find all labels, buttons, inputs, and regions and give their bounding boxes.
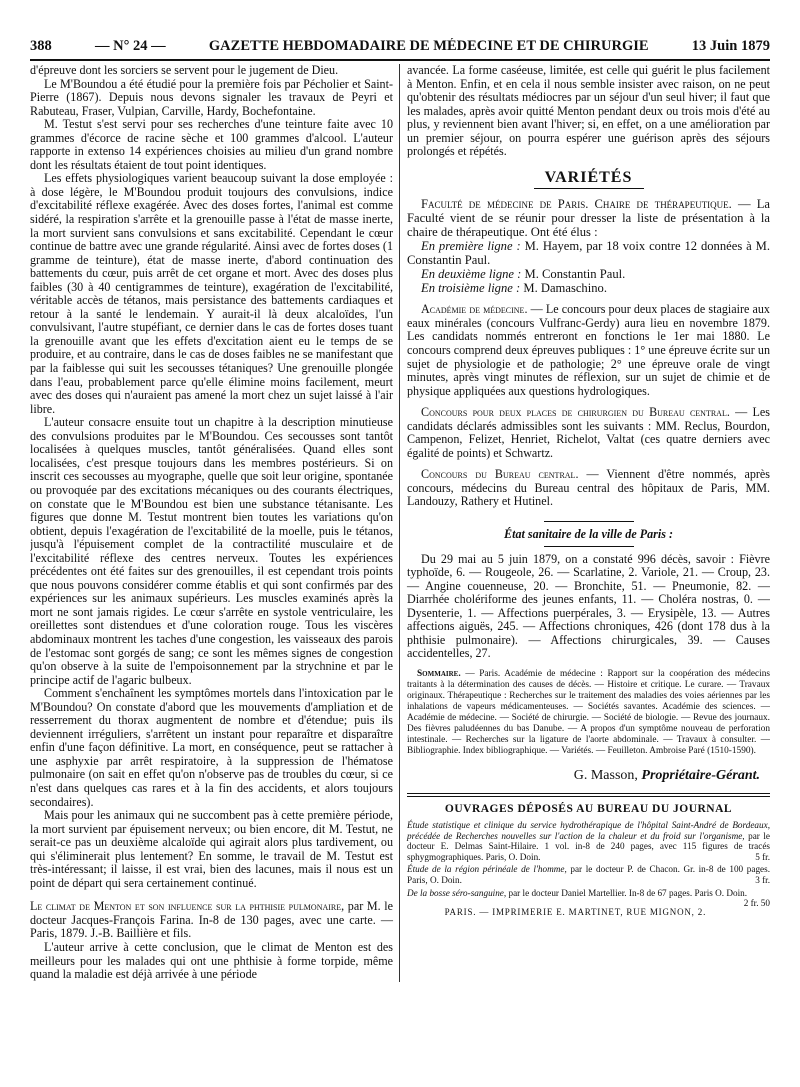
bureau-text: — Viennent d'être nommés, après concours, médecins du Bureau central des hôpitaux de Paris, MM. Landouzy, Rathery et Hutinel.	[407, 467, 770, 509]
menton-review-heading	[30, 900, 393, 941]
line3-label: En troisième ligne :	[421, 281, 521, 296]
paragraph: avancée. La forme caséeuse, limitée, est celle qui guérit le plus facilement à Menton. Enfin, et en cela il nous semble insister avec raison, on ne peut qu'obtenir des résultats médiocres par un séjour d'un seul hiver; il faut que les malades, après avoir quitté Menton pendant deux ou trois mois d'été au plus, y reviennent bien avant l'hiver; si, en effet, on a une amélioration par un premier séjour, on pourra espérer une guérison après des séjours prolongés et répétés.	[407, 63, 770, 159]
etat-sanitaire-heading: État sanitaire de la ville de Paris :	[504, 527, 673, 542]
menton-review-title: Le climat de Menton et son influence sur la phthisie pulmonaire,	[30, 899, 345, 914]
book-title: Étude de la région périnéale de l'homme,	[407, 864, 567, 875]
book-price: 3 fr.	[755, 875, 770, 886]
line1-text: M. Hayem, par 18 voix contre 12 données à M. Constantin Paul.	[407, 239, 770, 268]
left-column	[30, 64, 400, 982]
paragraph: Le M'Boundou a été étudié pour la première fois par Pécholier et Saint-Pierre (1867). Depuis nous devons signaler les travaux de Peyri et Rabuteau, Fraser, Vulpian, Carville, Hardy, Bochefontaine.	[30, 76, 393, 118]
faculte-lead: Faculté de médecine de Paris. Chaire de thérapeutique.	[421, 197, 732, 212]
chirurgien-notice	[407, 406, 770, 460]
academie-notice	[407, 303, 770, 398]
paragraph: L'auteur consacre ensuite tout un chapitre à la description minutieuse des convulsions produites par le M'Boundou. Ces secousses sont tantôt localisées à quelques muscles, tantôt généralisées. Quand elles sont localisées, c'est presque toujours dans les membres postérieurs. Si on inscrit ces secousses au myographe, quelle que soit leur origine, spontanée ou provoquée par des excitations mécaniques ou des courants électriques, on constate que le M'Boundou est bien une substance tétanisante. Les figures que donne M. Testut montrent bien toutes les variations qu'on obtient, depuis l'exagération de l'excitabilité de la moelle, puis le tétanos, jusqu'à l'épuisement complet de la contractilité musculaire et de l'excitabilité réflexe des centres nerveux. Toutes les expériences précédentes ont été faites sur des grenouilles, il est cependant trois points que nous pouvons considérer comme établis et qui sont confirmés par des expériences sur les animaux supérieurs. Les muscles examinés après la mort ne sont jamais rigides. Le cœur s'arrête en systole ventriculaire, les oreillettes sont distendues et d'une coloration rouge. Tous les viscères abdominaux montrent les taches d'une congestion, les vaisseaux des parois de l'estomac sont gorgés de sang; ce sont les mêmes signes de congestion qu'on observe à la suite de l'empoisonnement par la strychnine et par le principe actif de l'agaric bulbeux.	[30, 415, 393, 687]
page-number: 388	[30, 38, 52, 54]
line1-label: En première ligne :	[421, 239, 521, 254]
chir-lead: Concours pour deux places de chirurgien du Bureau central.	[421, 405, 730, 420]
academie-text: — Le concours pour deux places de stagiaire aux eaux minérales (concours Vulfranc-Gerdy) aura lieu en novembre 1879. Les candidats nommés entreront en fonctions le 1er mai 1880. Le concours comprend deux épreuves publiques : 1° une épreuve écrite sur un sujet de physiologie et de pathologie; 2° une épreuve orale de vingt minutes, après vingt minutes de réflexion, sur un sujet de chimie et de physique appliquées aux questions hydrologiques.	[407, 302, 770, 398]
right-column	[400, 64, 770, 982]
page-header	[30, 38, 770, 61]
journal-page	[30, 38, 770, 1078]
book-price: 2 fr. 50	[743, 898, 770, 909]
section-divider	[544, 521, 634, 522]
issue-date: 13 Juin 1879	[691, 38, 770, 54]
paragraph: Les effets physiologiques varient beaucoup suivant la dose employée : à dose légère, le M'Boundou produit toujours des convulsions, indice d'excitabilité réflexe exagérée. Avec des doses fortes, l'animal est comme sidéré, la respiration s'arrête et la grenouille passe à l'état de masse inerte, la mort survient sans convulsions et sans excitabilité. Cependant le cœur continue de battre avec une grande régularité. Ainsi avec de fortes doses (1 gramme de teinture), état de masse inerte, d'abord continuation des battements du cœur, puis arrêt de cet organe et mort. Avec des doses plus faibles (30 à 40 centigrammes de teinture), exagération de l'excitabilité, véritable accès de tétanos, mais persistance des battements cardiaques et retour à la santé le lendemain. Y aurait-il là deux alcaloïdes, l'un convulsivant, l'autre stupéfiant, ce dernier dans le cas de fortes doses tuant la grenouille avant que les effets d'excitation aient eu le temps de se produire, et au contraire, dans le cas de doses faibles ne se manifestant que par la faiblesse qui suit les secousses tétaniques? Une grenouille plongée dans l'eau, probablement parce qu'elle élimine moins facilement, meurt avec des doses qui n'auraient pas amené la mort chez un sujet laissé à l'air libre.	[30, 171, 393, 416]
printer-imprint: PARIS. — IMPRIMERIE E. MARTINET, RUE MIGNON, 2.	[444, 907, 707, 918]
journal-title: GAZETTE HEBDOMADAIRE DE MÉDECINE ET DE CHIRURGIE	[208, 38, 649, 54]
chir-text: — Les candidats déclarés admissibles sont les suivants : MM. Reclus, Bourdon, Campenon, Felizet, Henriet, Richelot, Valtat (ces quatre derniers avec égalité de points) et Schwartz.	[407, 405, 770, 460]
masson-title: Propriétaire-Gérant.	[641, 767, 760, 783]
book-title: Étude statistique et clinique du service hydrothérapique de l'hôpital Saint-André de Bordeaux, précédée de Recherches nouvelles sur l'action de la chaleur et du froid sur l'organisme,	[407, 820, 770, 841]
sommaire	[407, 669, 770, 757]
section-divider	[407, 793, 770, 797]
paragraph: Mais pour les animaux qui ne succombent pas à cette première période, la mort survient par épuisement nerveux; ou bien encore, dit M. Testut, ne serait-ce pas un deuxième alcaloïde qui agirait alors plus tardivement, ou qui s'éliminerait plus lentement? En somme, le travail de M. Testut est très-intéressant; il laisse, il est vrai, bien des lacunes, mais il nous est un point de départ qui sera certainement continué.	[30, 808, 393, 890]
text-columns	[30, 64, 770, 982]
book-entry	[407, 864, 770, 885]
section-divider	[544, 546, 634, 547]
masson-name: G. Masson,	[573, 767, 638, 783]
academie-lead: Académie de médecine.	[421, 302, 528, 317]
faculte-text: — La Faculté vient de se réunir pour dresser la liste de présentation à la chaire de thérapeutique. Ont été élus :	[407, 197, 770, 240]
section-divider	[534, 188, 644, 189]
paragraph: M. Testut s'est servi pour ses recherches d'une teinture faite avec 10 grammes d'écorce de racine sèche et 100 grammes d'alcool. L'auteur rapporte in extenso 14 expériences choisies au milieu d'un grand nombre dont les résultats étaient de tout point identiques.	[30, 117, 393, 172]
line3-text: M. Damaschino.	[523, 281, 607, 296]
paragraph: d'épreuve dont les sorciers se servent pour le jugement de Dieu.	[30, 63, 339, 77]
book-title: De la bosse séro-sanguine,	[407, 887, 507, 898]
varietes-heading: VARIÉTÉS	[544, 168, 633, 186]
book-entry	[407, 887, 770, 909]
etat-sanitaire-text: Du 29 mai au 5 juin 1879, on a constaté 996 décès, savoir : Fièvre typhoïde, 6. — Rougeole, 26. — Scarlatine, 2. Variole, 21. — Croup, 23. — Angine couenneuse, 20. — Bronchite, 51. — Pneumonie, 82. — Diarrhée cholériforme des jeunes enfants, 11. — Choléra nostras, 0. — Dysenterie, 1. — Affections puerpérales, 3. — Erysipèle, 13. — Autres affections aiguës, 245. — Affections chroniques, 426 (dont 178 dus à la phthisie pulmonaire). — Affections chirurgicales, 39. — Causes accidentelles, 27.	[407, 551, 770, 661]
bureau-notice	[407, 468, 770, 509]
faculte-notice	[407, 197, 770, 295]
book-entry	[407, 820, 770, 862]
paragraph: L'auteur arrive à cette conclusion, que le climat de Menton est des meilleurs pour les malades qui ont une phthisie à forme torpide, même quand la maladie est déjà arrivée à une période	[30, 940, 393, 982]
book-details: par le docteur Daniel Martellier. In-8 de 67 pages. Paris O. Doin.	[508, 887, 748, 898]
book-details: par le docteur P. de Chacon. Gr. in-8 de 100 pages. Paris, O. Doin.	[407, 864, 770, 886]
sommaire-label: Sommaire.	[417, 668, 461, 679]
publisher-signature	[407, 769, 760, 783]
line2-text: M. Constantin Paul.	[524, 267, 626, 282]
ouvrages-heading: OUVRAGES DÉPOSÉS AU BUREAU DU JOURNAL	[444, 802, 733, 815]
paragraph: Comment s'enchaînent les symptômes mortels dans l'intoxication par le M'Boundou? On constate d'abord que les mouvements d'ampliation et de resserrement du thorax augmentent de nombre et d'étendue; puis ils deviennent irréguliers, s'arrêtent un instant pour reparaître et disparaître enfin d'une façon définitive. La mort, en conséquence, peut se rattacher à une asphyxie par arrêt respiratoire, à la suppression de l'hématose pulmonaire (on sait en effet qu'on n'observe pas de troubles du cœur, si ce n'est dans quelques cas rares et à la fin des accidents, et alors toujours secondaires).	[30, 686, 393, 809]
book-price: 5 fr.	[755, 851, 770, 862]
book-details: par le docteur E. Delmas Saint-Hilaire. 1 vol. in-8 de 240 pages, avec 115 figures de tracés sphygmographiques. Paris, O. Doin.	[407, 830, 770, 862]
bureau-lead: Concours du Bureau central.	[421, 467, 579, 482]
menton-review-details: par M. le docteur Jacques-François Farina. In-8 de 130 pages, avec une carte. — Paris, 1879. J.-B. Baillière et fils.	[30, 899, 393, 941]
sommaire-text: — Paris. Académie de médecine : Rapport sur la coopération des médecins traitants à la détermination des causes de décès. — Histoire et critique. Le curare. — Travaux originaux. Thérapeutique : Recherches sur le traitement des maladies des voies aériennes par les inhalations de vapeurs médicamenteuses. — Sociétés savantes. Académie des sciences. — Académie de médecine. — Société de chirurgie. — Société de biologie. — Revue des journaux. Des fièvres paludéennes du bas Danube. — A propos d'un symptôme nouveau de perforation intestinale. — Recherches sur la ligature de l'aorte abdominale. — Travaux à consulter. — Bibliographie. Index bibliographique. — Variétés. — Feuilleton. Ambroise Paré (1510-1590).	[407, 668, 770, 756]
line2-label: En deuxième ligne :	[421, 267, 522, 282]
issue-number: — N° 24 —	[95, 38, 166, 54]
